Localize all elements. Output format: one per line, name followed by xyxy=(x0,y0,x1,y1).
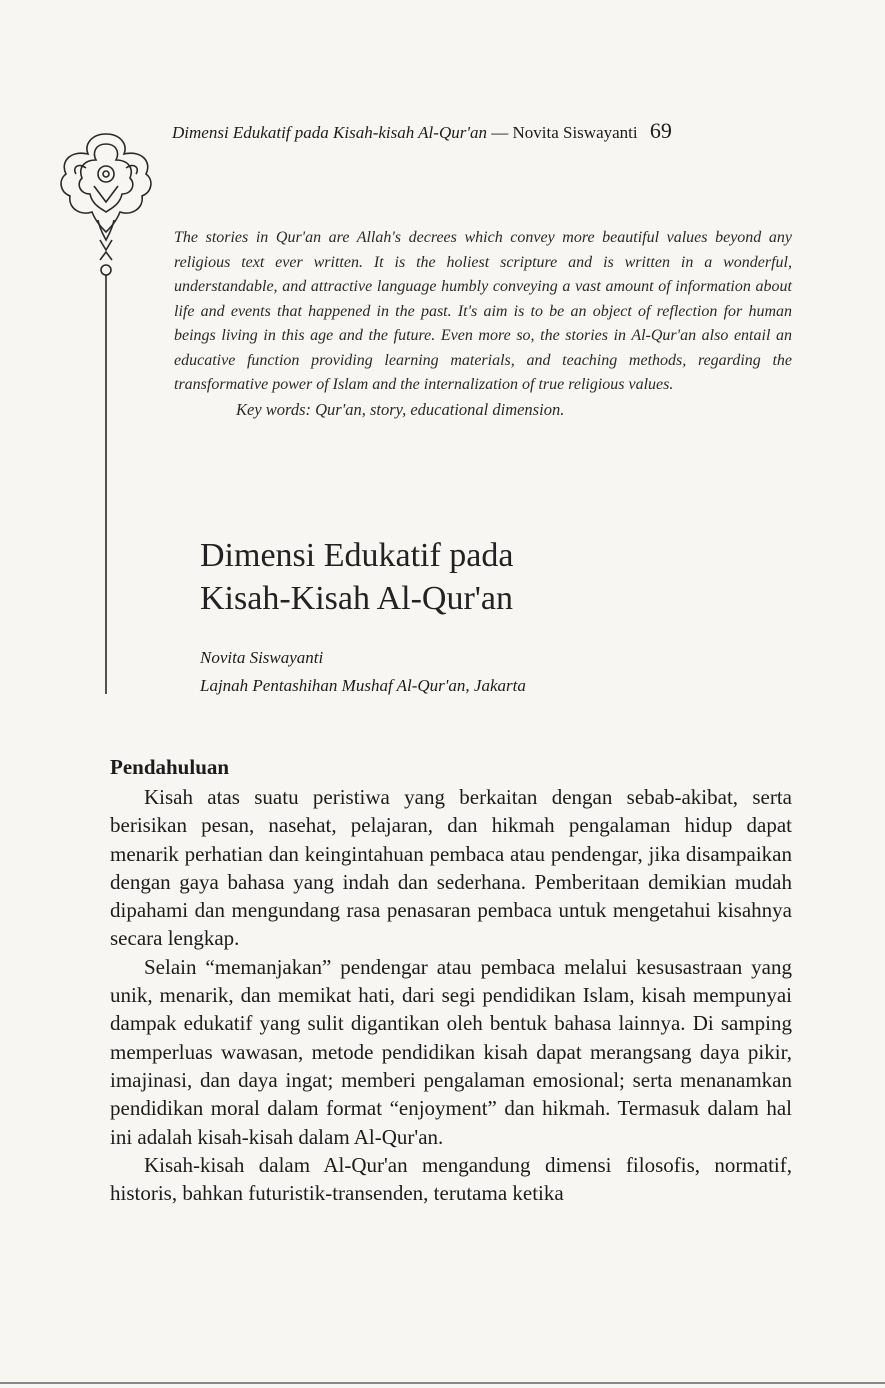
running-header xyxy=(172,118,802,144)
author-block xyxy=(200,644,800,700)
article-author: Novita Siswayanti xyxy=(200,648,324,667)
ornament-vine-icon xyxy=(56,128,156,698)
running-author: Novita Siswayanti xyxy=(512,123,638,142)
abstract xyxy=(174,226,792,422)
paragraph: Kisah-kisah dalam Al-Qur'an mengandung dimensi filosofis, normatif, historis, bahkan futuristik-transenden, terutama ketika xyxy=(110,1152,792,1206)
article-title xyxy=(200,534,800,620)
article-title-line1: Dimensi Edukatif pada xyxy=(200,537,514,574)
article-title-line2: Kisah-Kisah Al-Qur'an xyxy=(200,580,514,617)
page-edge-line xyxy=(0,1382,885,1384)
paragraph: Selain “memanjakan” pendengar atau pembaca melalui kesusastraan yang unik, menarik, dan memikat hati, dari segi pendidikan Islam, kisah mempunyai dampak edukatif yang sulit digantikan oleh bentuk bahasa lainnya. Di samping memperluas wawasan, metode pendidikan kisah dapat merangsang daya pikir, imajinasi, dan daya ingat; memberi pengalaman emosional; serta menanamkan pendidikan moral dalam format “enjoyment” dan hikmah. Termasuk dalam hal ini adalah kisah-kisah dalam Al-Qur'an. xyxy=(110,954,792,1149)
paragraph: Kisah atas suatu peristiwa yang berkaitan dengan sebab-akibat, serta berisikan pesan, nasehat, pelajaran, dan hikmah pengalaman hidup dapat menarik perhatian dan keingintahuan pembaca atau pendengar, jika disampaikan dengan gaya bahasa yang indah dan sederhana. Pemberitaan demikian mudah dipahami dan mengundang rasa penasaran pembaca untuk mengetahui kisahnya secara lengkap. xyxy=(110,785,792,951)
header-separator: — xyxy=(491,123,509,142)
article-affiliation: Lajnah Pentashihan Mushaf Al-Qur'an, Jakarta xyxy=(200,676,526,695)
abstract-text: The stories in Qur'an are Allah's decrees which convey more beautiful values beyond any religious text ever written. It is the holiest scripture and is written in a wonderful, understandable, and attractive language humbly conveying a vast amount of information about life and events that happened in the past. It's aim is to be an object of reflection for human beings living in this age and the future. Even more so, the stories in Al-Qur'an also entail an educative function providing learning materials, and teaching methods, regarding the transformative power of Islam and the internalization of true religious values. xyxy=(174,229,792,393)
page-number: 69 xyxy=(649,118,672,143)
body-text xyxy=(110,783,792,1207)
section-heading: Pendahuluan xyxy=(110,755,230,779)
abstract-keywords: Key words: Qur'an, story, educational dimension. xyxy=(236,399,565,419)
running-title: Dimensi Edukatif pada Kisah-kisah Al-Qur'an xyxy=(172,123,487,142)
